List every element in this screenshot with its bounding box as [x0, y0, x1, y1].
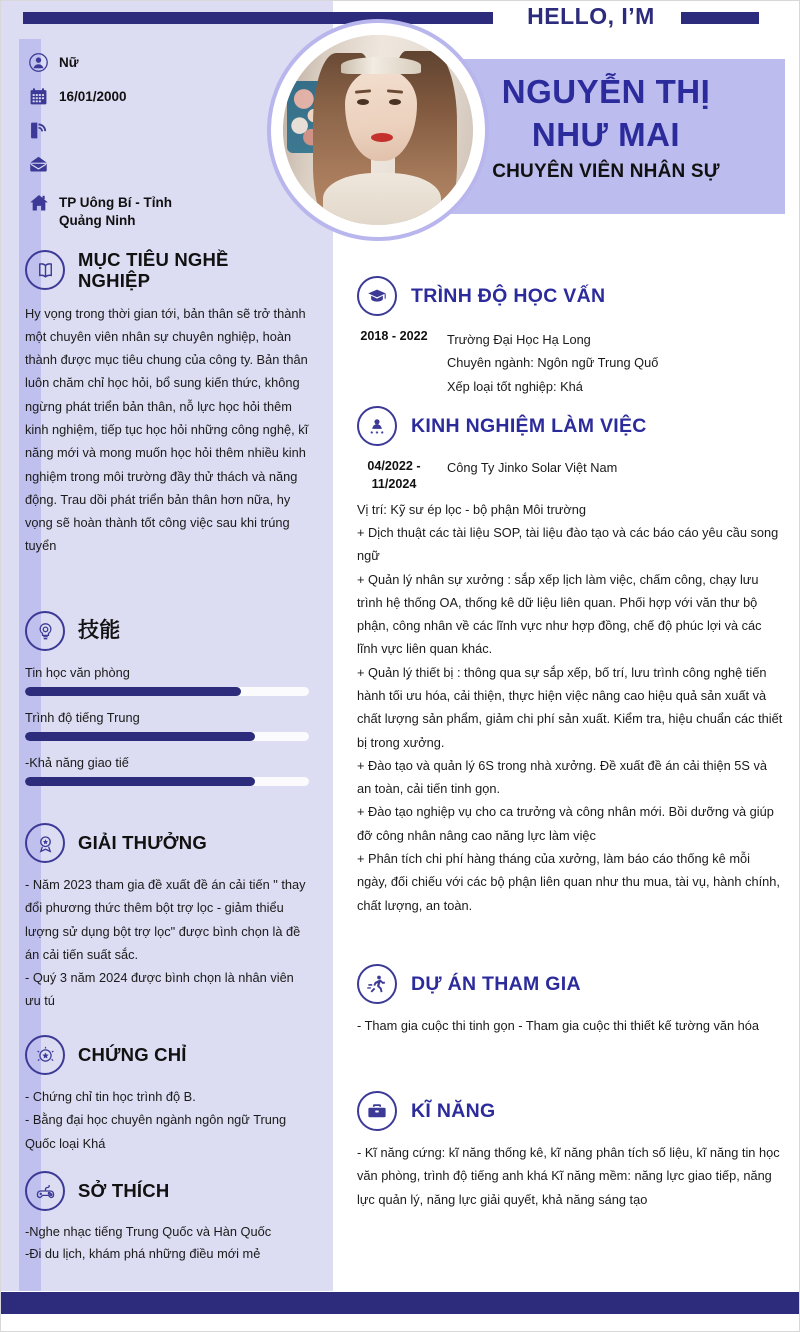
medal-icon [25, 823, 65, 863]
experience-bullet: + Đào tạo và quản lý 6S trong nhà xưởng. Đề xuất đề án cải thiện 5S và an toàn, cải tiến tinh gọn. [357, 757, 768, 797]
section-education [357, 276, 783, 398]
skill-label: -Khả năng giao tiế [25, 755, 129, 770]
education-date: 2018 - 2022 [360, 329, 428, 343]
full-name-line-2: NHƯ MAI [531, 116, 681, 153]
contact-gender-row [29, 53, 279, 73]
projects-header [357, 964, 783, 1004]
experience-bullet: + Phân tích chi phí hàng tháng của xưởng, làm báo cáo thống kê mỗi ngày, đối chiếu với các bộ phận liên quan như thu mua, tài vụ, hành chính, chất lượng, an toàn. [357, 850, 780, 913]
graduation-cap-icon [357, 276, 397, 316]
certificates-header [25, 1035, 313, 1075]
hobby-line: -Đi du lịch, khám phá những điều mới mẻ [25, 1245, 261, 1261]
runner-icon [357, 964, 397, 1004]
certificates-body [25, 1085, 313, 1155]
experience-entry [357, 458, 783, 494]
skills-text: - Kĩ năng cứng: kĩ năng thống kê, kĩ năng phân tích số liệu, kĩ năng tin học văn phòng, trình độ tiếng anh khá Kĩ năng mềm: năng lực giao tiếp, năng lực quản lý, năng lực giải quyết, khả năng sáng tạo [357, 1145, 780, 1207]
full-name-line-1: NGUYỄN THỊ [501, 73, 711, 110]
section-experience [357, 406, 783, 917]
skill-label: Tin học văn phòng [25, 665, 130, 680]
experience-bullet: + Đào tạo nghiệp vụ cho ca trưởng và công nhân mới. Bồi dưỡng và giúp đỡ công nhân nâng cao năng lực làm việc [357, 804, 774, 843]
header-rule-left [23, 12, 493, 24]
objective-title: MỤC TIÊU NGHỀ NGHIỆP [78, 249, 229, 292]
skill-label: Trình độ tiếng Trung [25, 710, 140, 725]
experience-details [357, 498, 783, 917]
contact-info [29, 53, 279, 244]
skill-progress-bar [25, 687, 309, 696]
objective-text: Hy vọng trong thời gian tới, bản thân sẽ trở thành một chuyên viên nhân sự chuyên nghiệp, hoàn thành được mục tiêu chung của công ty. Bản thân luôn chăm chỉ học hỏi, bổ sung kiến thức, không ngừng phát triển bản thân, nỗ lực học hỏi thêm kinh nghiệm, tiếp tục học hỏi những công nghệ, kĩ năng mới và mong muốn học hỏi thêm nhiều kinh nghiệm trong môi trường đầy thử thách và năng động. Trau dồi phát triển bản thân hơn nữa, hy vọng sẽ hoàn thành tốt công việc sau khi trúng tuyển [25, 305, 309, 554]
calendar-icon [29, 87, 59, 106]
section-skill-bars [25, 611, 313, 786]
skill-progress-bar [25, 777, 309, 786]
hobbies-body [25, 1221, 313, 1265]
certificate-line: - Bằng đại học chuyên ngành ngôn ngữ Trung Quốc loại Khá [25, 1112, 287, 1151]
education-header [357, 276, 783, 316]
contact-dob: 16/01/2000 [59, 89, 127, 104]
person-icon [29, 53, 59, 72]
section-awards [25, 823, 313, 1013]
projects-title: DỰ ÁN THAM GIA [411, 972, 581, 995]
profile-photo-image [283, 35, 473, 225]
awards-body [25, 873, 313, 1013]
experience-bullet: + Quản lý thiết bị : thông qua sự sắp xếp, bố trí, lưu trình công nghệ tiến hành tối ưu hóa, cải thiện, thực hiện việc nâng cao hiệu quả sản xuất và chất lượng sản phẩm, giảm chi phí sản xuất. Kiểm tra, hiệu chuẩn các thiết bị trong xưởng. [357, 664, 783, 750]
hello-label: HELLO, I’M [506, 3, 676, 30]
experience-date: 04/2022 - 11/2024 [367, 459, 421, 491]
award-line: - Quý 3 năm 2024 được bình chọn là nhân viên ưu tú [25, 970, 294, 1009]
skills-title: KĨ NĂNG [411, 1099, 496, 1122]
book-icon [25, 250, 65, 290]
header-rule-right [681, 12, 759, 24]
certificate-badge-icon [25, 1035, 65, 1075]
envelope-icon [29, 155, 59, 174]
skills-bars-header [25, 611, 313, 651]
experience-position: Vị trí: Kỹ sư ép lọc - bộ phận Môi trường [357, 501, 586, 517]
contact-phone-row [29, 121, 279, 141]
section-objective [25, 249, 313, 558]
experience-title: KINH NGHIỆM LÀM VIỆC [411, 414, 647, 437]
profile-photo [267, 19, 489, 241]
briefcase-icon [357, 1091, 397, 1131]
section-skills [357, 1091, 783, 1211]
contact-gender: Nữ [59, 55, 79, 70]
awards-header [25, 823, 313, 863]
skill-item [25, 755, 313, 786]
hobbies-title: SỞ THÍCH [78, 1180, 170, 1202]
education-title: TRÌNH ĐỘ HỌC VẤN [411, 284, 606, 307]
certificate-line: - Chứng chỉ tin học trình độ B. [25, 1089, 196, 1104]
skill-item [25, 710, 313, 741]
objective-header [25, 249, 313, 292]
education-entry [357, 328, 783, 398]
gamepad-icon [25, 1171, 65, 1211]
section-certificates [25, 1035, 313, 1155]
experience-bullet: + Dịch thuật các tài liệu SOP, tài liệu đào tạo và các báo cáo yêu cầu song ngữ [357, 525, 779, 564]
experience-header [357, 406, 783, 446]
person-stars-icon [357, 406, 397, 446]
contact-dob-row [29, 87, 279, 107]
footer-bar [1, 1292, 800, 1314]
phone-icon [29, 121, 59, 140]
skills-header [357, 1091, 783, 1131]
award-line: - Năm 2023 tham gia đề xuất đề án cải tiến " thay đổi phương thức thêm bột trợ lọc - giảm thiểu lượng sử dụng bột trợ lọc" được bình chọn là đề án cải tiến suất sắc. [25, 877, 306, 962]
education-details [431, 328, 658, 398]
education-school: Trường Đại Học Hạ Long [447, 332, 591, 347]
projects-text: - Tham gia cuộc thi tinh gọn - Tham gia cuộc thi thiết kế tường văn hóa [357, 1018, 760, 1033]
education-major: Chuyên ngành: Ngôn ngữ Trung Quố [447, 355, 659, 371]
experience-bullet: + Quản lý nhân sự xưởng : sắp xếp lịch làm việc, chấm công, chạy lưu trình hệ thống OA, thống kê dữ liệu liên quan. Phối hợp với văn thư bộ phận, công nhân về các lĩnh vực như hợp đồng, chế độ phúc lợi và các lĩnh vực liên quan khác. [357, 571, 762, 657]
section-hobbies [25, 1171, 313, 1265]
education-grade: Xếp loại tốt nghiệp: Khá [447, 378, 583, 394]
experience-company: Công Ty Jinko Solar Việt Nam [447, 460, 618, 475]
hobby-line: -Nghe nhạc tiếng Trung Quốc và Hàn Quốc [25, 1224, 272, 1239]
contact-email-row [29, 155, 279, 175]
contact-address-row [29, 193, 279, 230]
brain-idea-icon [25, 611, 65, 651]
job-title: CHUYÊN VIÊN NHÂN SỰ [492, 161, 720, 182]
hobbies-header [25, 1171, 313, 1211]
skill-progress-bar [25, 732, 309, 741]
awards-title: GIẢI THƯỞNG [78, 832, 207, 854]
certificates-title: CHỨNG CHỈ [78, 1044, 187, 1066]
skills-bars-title: 技能 [78, 618, 121, 642]
home-icon [29, 193, 59, 213]
contact-address: TP Uông Bí - Tỉnh Quảng Ninh [59, 195, 172, 229]
section-projects [357, 964, 783, 1037]
skill-item [25, 665, 313, 696]
